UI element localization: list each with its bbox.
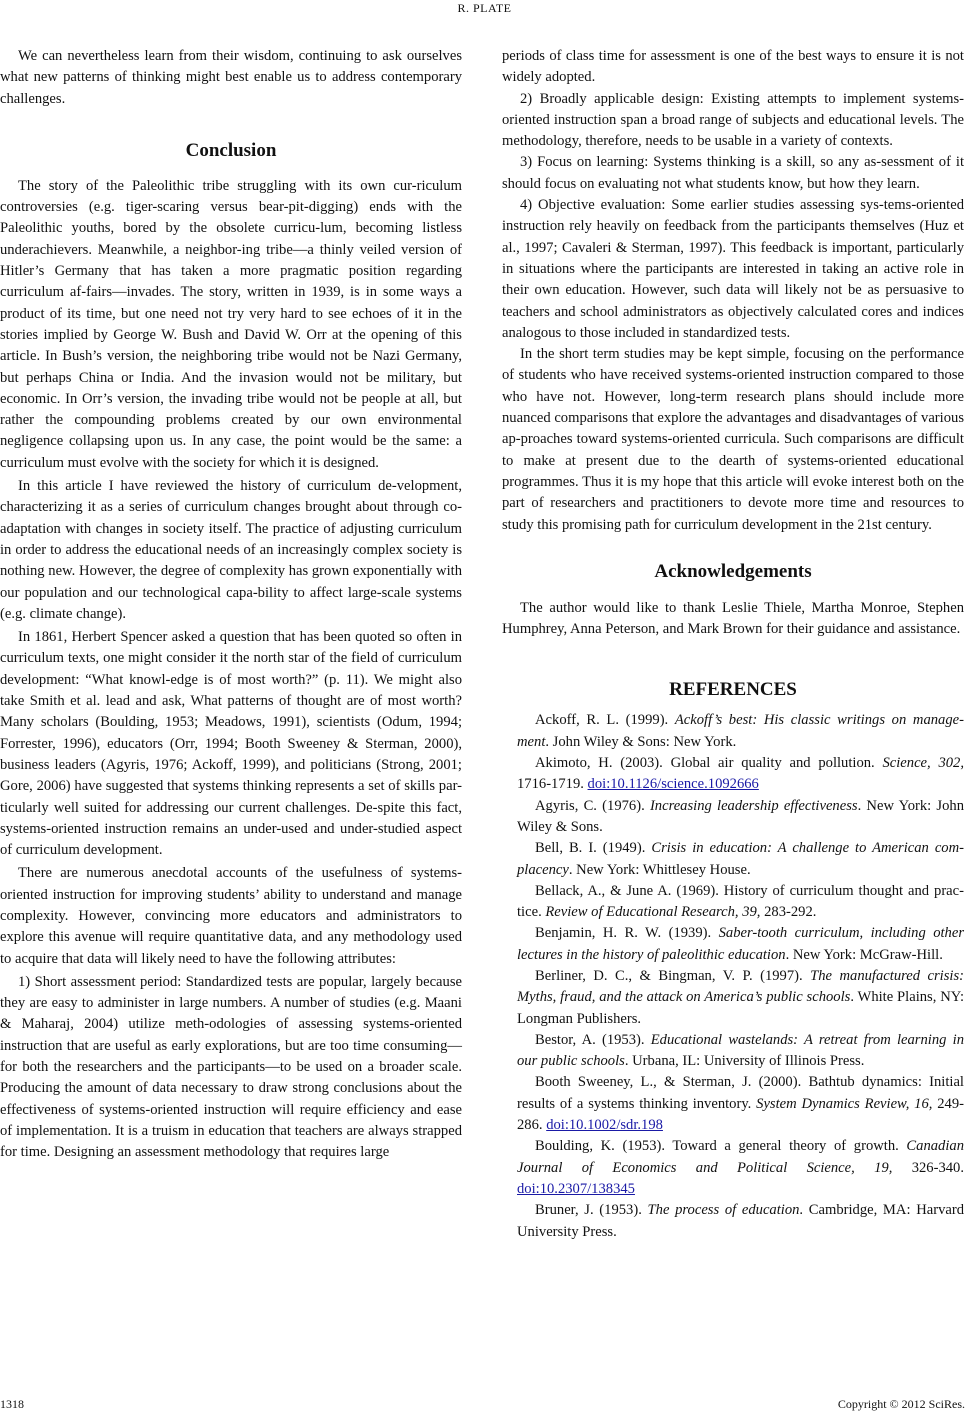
reference-title: Review of Educational Research, 39,	[545, 904, 761, 921]
reference-entry	[502, 966, 964, 1030]
reference-list	[502, 710, 964, 1242]
reference-authors: Ackoff, R. L. (1999).	[535, 712, 675, 729]
reference-authors: Bruner, J. (1953).	[535, 1202, 648, 1219]
reference-title: Saber-tooth curriculum, including other lectures in the history of paleolithic education	[517, 925, 964, 963]
reference-authors: Agyris, C. (1976).	[535, 797, 650, 814]
reference-authors: Akimoto, H. (2003). Global air quality and pollution.	[535, 755, 883, 772]
acknowledgements-heading: Acknowledgements	[654, 560, 812, 582]
reference-entry	[502, 1072, 964, 1136]
reference-title: Canadian Journal of Economics and Political Science, 19,	[517, 1138, 964, 1176]
conclusion-heading: Conclusion	[185, 139, 277, 161]
reference-entry	[502, 1136, 964, 1200]
paragraph: 3) Focus on learning: Systems thinking is a skill, so any as-sessment of it should focus on evaluating not what students know, but how they learn.	[502, 154, 964, 192]
doi-link[interactable]: doi:10.1126/science.1092666	[587, 776, 759, 793]
references-heading: REFERENCES	[669, 679, 797, 701]
left-column	[0, 46, 462, 1164]
reference-details: . New York: John Wiley & Sons.	[517, 797, 965, 835]
reference-entry	[502, 710, 964, 753]
reference-entry	[502, 881, 964, 924]
reference-authors: Booth Sweeney, L., & Sterman, J. (2000). Bathtub dynamics: Initial results of a systems thinking inventory.	[517, 1074, 964, 1112]
reference-entry	[502, 923, 964, 966]
reference-title: Science, 302,	[882, 755, 964, 772]
paragraph: We can nevertheless learn from their wisdom, continuing to ask ourselves what new patterns of thinking might best enable us to address contemporary challenges.	[0, 48, 462, 107]
reference-details: . John Wiley & Sons: New York.	[545, 733, 737, 750]
paragraph: The story of the Paleolithic tribe struggling with its own cur-riculum controversies (e.g. tiger-scaring versus bear-pit-digging) ends with the Paleolithic youths, bored by the obsolete curricu-lum, becoming listless underachievers. Meanwhile, a neighbor-ing tribe—a thinly veiled version of Hitler’s Germany that has taken a more pragmatic position regarding curriculum af-fairs—invades. The story, written in 1939, is in some ways a product of its time, but one need not try very hard to see echoes of it in the stories implied by George W. Bush and David W. Orr at the opening of this article. In Bush’s version, the neighboring tribe would not be Nazi Germany, but perhaps China or India. And the invasion would not be military, but economic. In Orr’s version, the invading tribe would not be people at all, but rather the compounding problems created by our own environmental negligence collapsing upon us. In any case, the point would be the same: a curriculum must evolve with the society for which it is designed.	[0, 177, 462, 471]
reference-details: 249-286.	[517, 1095, 964, 1134]
reference-entry	[502, 1030, 964, 1073]
reference-authors: Berliner, D. C., & Bingman, V. P. (1997).	[535, 967, 811, 984]
paragraph: 2) Broadly applicable design: Existing attempts to implement systems-oriented instruction span a broad range of subjects and educational levels. The methodology, therefore, needs to be usable in a variety of contexts.	[502, 90, 964, 150]
reference-details: 283-292.	[760, 904, 817, 921]
reference-authors: Benjamin, H. R. W. (1939).	[535, 925, 719, 942]
reference-title: System Dynamics Review, 16,	[756, 1095, 933, 1112]
copyright-notice: Copyright © 2012 SciRes.	[837, 1397, 965, 1411]
paragraph: 4) Objective evaluation: Some earlier studies assessing sys-tems-oriented instruction rely heavily on feedback from the participants themselves (Huz et al., 1997; Cavaleri & Sterman, 1997). This feedback is important, particularly in situations where the participants are interested in taking an active role in their own education. However, such data will likely not be as persuasive to teachers and school administrators as objectively calculated cores and indices analogous to those included in standardized tests.	[502, 197, 964, 341]
reference-entry	[502, 753, 964, 796]
reference-title: Ackoff’s best: His classic writings on manage-ment	[517, 712, 964, 750]
reference-details: . Cambridge, MA: Harvard University Press.	[517, 1202, 964, 1240]
reference-details: . Urbana, IL: University of Illinois Press.	[624, 1053, 865, 1070]
paragraph: periods of class time for assessment is one of the best ways to ensure it is not widely adopted.	[502, 48, 964, 86]
running-head: R. PLATE	[457, 1, 512, 15]
reference-title: The process of education	[647, 1202, 800, 1219]
right-column	[502, 46, 964, 1243]
reference-title: The manufactured crisis: Myths, fraud, and the attack on America’s public schools	[517, 967, 964, 1006]
paragraph: In this article I have reviewed the history of curriculum de-velopment, characterizing it as a series of curriculum changes brought about through co-adaptation with changes in society itself. The practice of adjusting curriculum in order to address the educational needs of an increasingly complex society is nothing new. However, the degree of complexity has grown exponentially with our population and our technological capa-bility to affect large-scale systems (e.g. climate change).	[0, 478, 462, 622]
reference-details: 326-340.	[892, 1159, 964, 1176]
reference-details: . New York: Whittlesey House.	[568, 861, 751, 878]
reference-title: Crisis in education: A challenge to American com-placency	[517, 840, 964, 878]
page-number: 1318	[0, 1397, 24, 1411]
reference-authors: Bestor, A. (1953).	[535, 1031, 651, 1048]
paragraph: In the short term studies may be kept simple, focusing on the performance of students who have received systems-oriented instruction compared to those who have not. However, long-term research plans should include more nuanced comparisons that explore the advantages and disadvantages of various ap-proaches toward systems-oriented curricula. Such comparisons are difficult to make at present due to the dearth of systems-oriented educational programmes. Thus it is my hope that this article will evoke interest both on the part of researchers and practitioners to devote more time and resources to study this promising path for curriculum development in the 21st century.	[502, 346, 964, 533]
reference-entry	[502, 838, 964, 881]
doi-link[interactable]: doi:10.1002/sdr.198	[546, 1117, 663, 1134]
reference-authors: Boulding, K. (1953). Toward a general theory of growth.	[535, 1138, 907, 1155]
reference-entry	[502, 796, 964, 839]
reference-details: . White Plains, NY: Longman Publishers.	[517, 989, 964, 1027]
reference-details: 1716-1719.	[517, 776, 588, 793]
doi-link[interactable]: doi:10.2307/138345	[517, 1180, 635, 1197]
reference-details: . New York: McGraw-Hill.	[785, 946, 943, 963]
paragraph: 1) Short assessment period: Standardized tests are popular, largely because they are easy to administer in large numbers. A number of studies (e.g. Maani & Maharaj, 2004) utilize meth-odologies of assessing systems-oriented instruction that are useful as early explorations, but are too time consuming—for both the researchers and the participants—to be used on a broader scale. Producing the amount of data necessary to draw strong conclusions about the effectiveness of systems-oriented instruction will require efficiency and ease of implementation. It is a truism in education that teachers are always strapped for time. Designing an assessment methodology that requires large	[0, 973, 462, 1161]
paragraph: In 1861, Herbert Spencer asked a question that has been quoted so often in curriculum texts, one might consider it the north star of the field of curriculum development: “What knowl-edge is of most worth?” (p. 11). We might also take Smith et al. lead and ask, What patterns of thought are of most worth? Many scholars (Boulding, 1953; Meadows, 1991), scientists (Odum, 1994; Forrester, 1996), educators (Orr, 1994; Booth Sweeney & Sterman, 2000), business leaders (Agyris, 1976; Ackoff, 1999), and politicians (Strong, 2001; Gore, 2006) have suggested that systems thinking represents a set of skills par-ticularly well suited for addressing our current challenges. De-spite this fact, systems-oriented instruction remains an under-used and under-studied aspect of curriculum development.	[0, 629, 462, 859]
reference-authors: Bell, B. I. (1949).	[535, 840, 652, 857]
reference-title: Increasing leadership effectiveness	[649, 797, 858, 814]
paragraph: There are numerous anecdotal accounts of the usefulness of systems-oriented instruction for improving students’ ability to understand and manage complexity. However, convincing more educators and administrators to explore this avenue will require quantitative data, and any methodology used to acquire that data will likely need to have the following attributes:	[0, 865, 462, 967]
reference-entry	[502, 1200, 964, 1243]
reference-title: Educational wastelands: A retreat from learning in our public schools	[517, 1031, 964, 1070]
acknowledgements-text: The author would like to thank Leslie Thiele, Martha Monroe, Stephen Humphrey, Anna Peterson, and Mark Brown for their guidance and assistance.	[502, 599, 964, 638]
reference-authors: Bellack, A., & June A. (1969). History of curriculum thought and prac-tice.	[517, 882, 964, 921]
